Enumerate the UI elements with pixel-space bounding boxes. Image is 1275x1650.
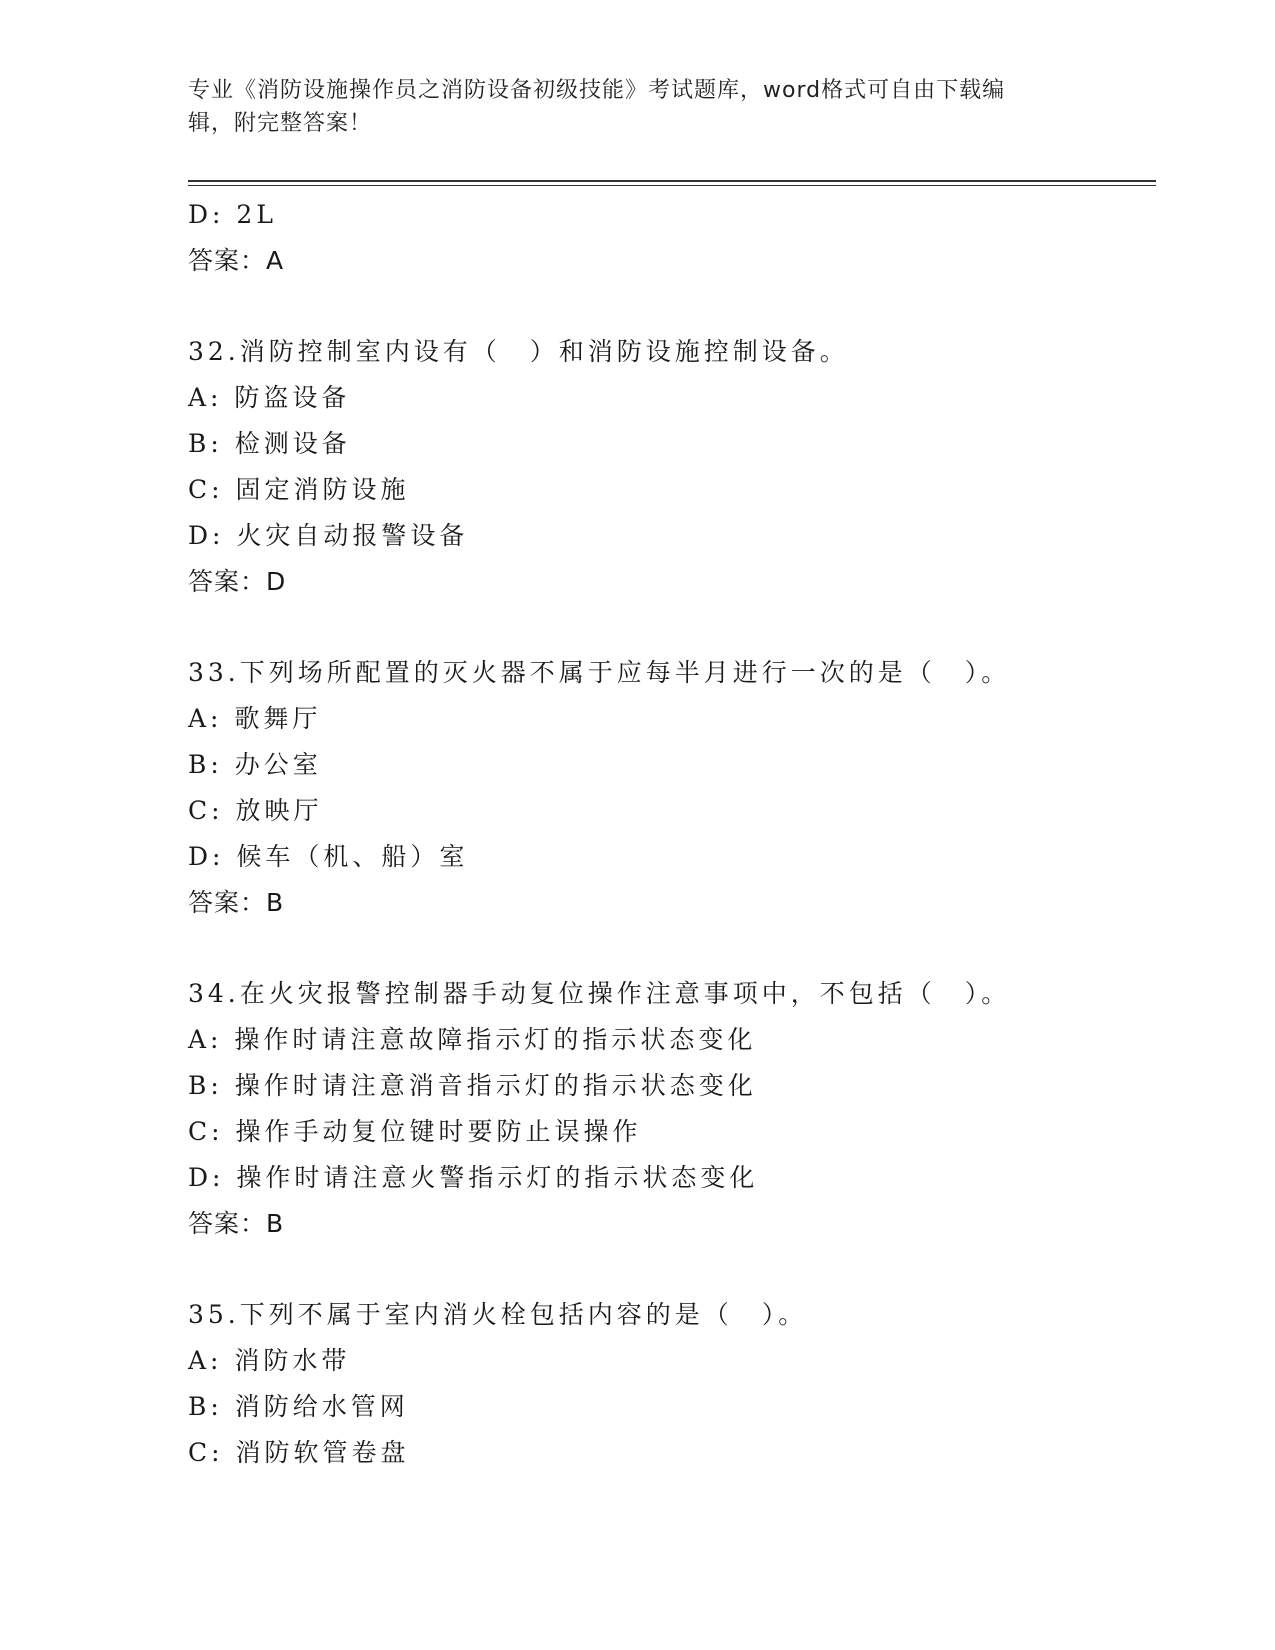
answer: 答案：B — [188, 1209, 285, 1238]
option-d: D: 候车（机、船）室 — [188, 842, 469, 871]
option-b: B: 操作时请注意消音指示灯的指示状态变化 — [188, 1071, 757, 1100]
prev-question-option-d: D: 2L — [188, 200, 277, 229]
prev-question-answer: 答案：A — [188, 246, 285, 275]
option-a: A: 操作时请注意故障指示灯的指示状态变化 — [188, 1025, 757, 1054]
question-list — [188, 192, 1156, 1476]
option-c: C: 操作手动复位键时要防止误操作 — [188, 1117, 642, 1146]
option-d: D: 操作时请注意火警指示灯的指示状态变化 — [188, 1163, 759, 1192]
option-c: C: 消防软管卷盘 — [188, 1438, 410, 1467]
question-33 — [188, 650, 1156, 926]
option-a: A: 消防水带 — [188, 1346, 351, 1375]
spacer — [188, 605, 1156, 650]
spacer — [188, 1247, 1156, 1292]
answer: 答案：B — [188, 888, 285, 917]
header-note-line-2: 辑，附完整答案！ — [188, 111, 373, 136]
option-c: C: 固定消防设施 — [188, 475, 410, 504]
option-a: A: 歌舞厅 — [188, 704, 322, 733]
question-35 — [188, 1292, 1156, 1476]
question-stem: 32.消防控制室内设有（ ）和消防设施控制设备。 — [188, 337, 849, 366]
question-34 — [188, 971, 1156, 1247]
header-divider-thick — [188, 180, 1156, 182]
question-stem: 35.下列不属于室内消火栓包括内容的是（ ）。 — [188, 1300, 808, 1329]
header-note-line-1: 专业《消防设施操作员之消防设备初级技能》考试题库，word格式可自由下载编 — [188, 78, 1006, 103]
spacer — [188, 284, 1156, 329]
header-note — [188, 74, 1088, 140]
question-32 — [188, 329, 1156, 605]
option-b: B: 消防给水管网 — [188, 1392, 409, 1421]
option-a: A: 防盗设备 — [188, 383, 351, 412]
option-c: C: 放映厅 — [188, 796, 323, 825]
option-d: D: 火灾自动报警设备 — [188, 521, 469, 550]
spacer — [188, 926, 1156, 971]
question-stem: 33.下列场所配置的灭火器不属于应每半月进行一次的是（ ）。 — [188, 658, 1011, 687]
option-b: B: 检测设备 — [188, 429, 351, 458]
option-b: B: 办公室 — [188, 750, 322, 779]
question-stem: 34.在火灾报警控制器手动复位操作注意事项中，不包括（ ）。 — [188, 979, 1011, 1008]
answer: 答案：D — [188, 567, 287, 596]
header-divider-thin — [188, 185, 1156, 186]
